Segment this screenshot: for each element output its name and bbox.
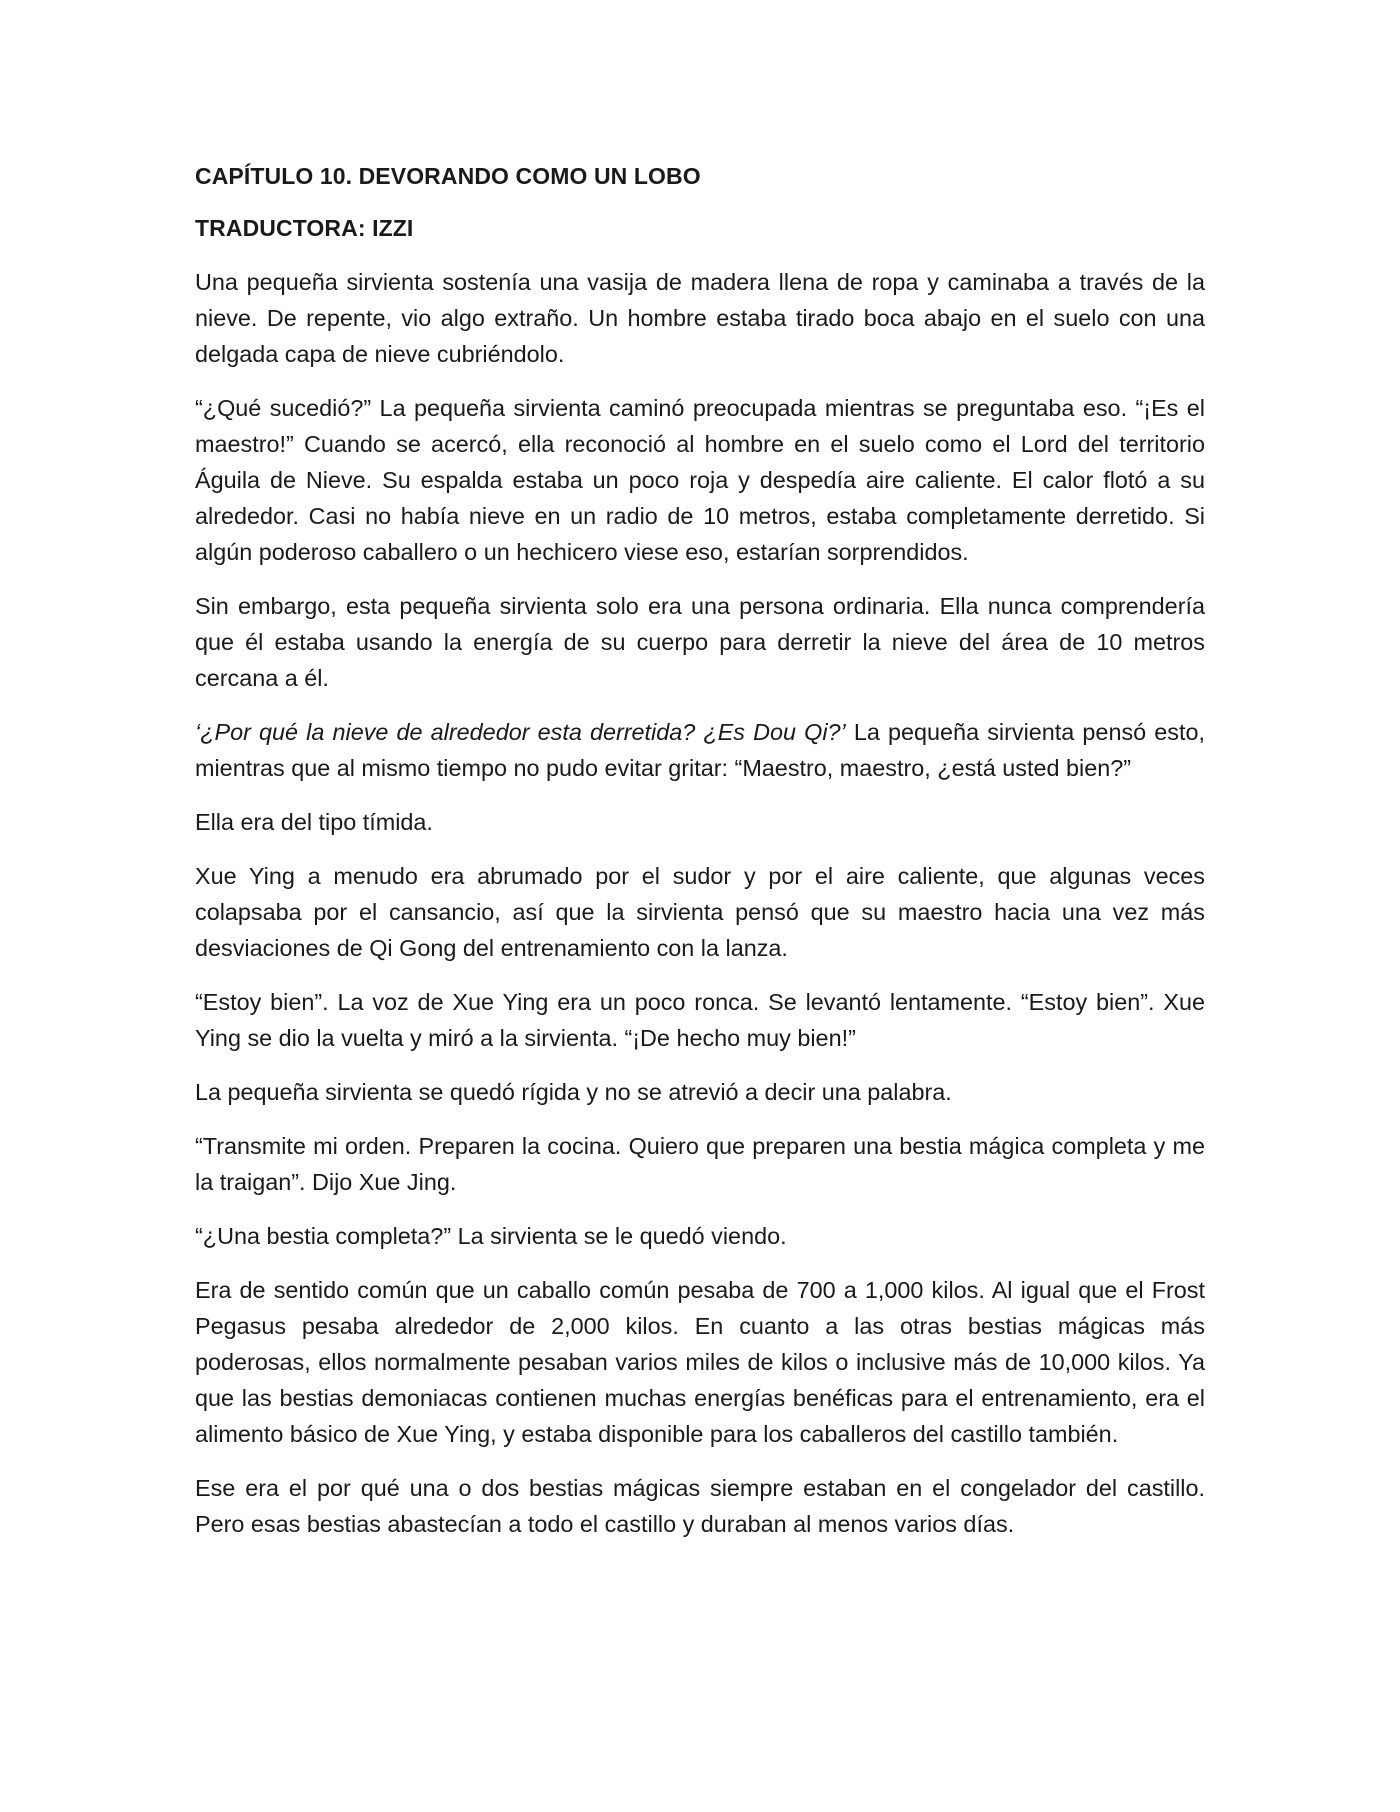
italic-thought: ‘¿Por qué la nieve de alrededor esta derretida? ¿Es Dou Qi?’ [195,719,846,745]
paragraph: Ella era del tipo tímida. [195,809,433,835]
paragraph: La pequeña sirvienta se quedó rígida y no se atrevió a decir una palabra. [195,1079,952,1105]
document-page [195,160,1205,1560]
paragraph [195,714,1205,786]
paragraph: “Transmite mi orden. Preparen la cocina. Quiero que preparen una bestia mágica completa y me la traigan”. Dijo Xue Jing. [195,1133,1205,1195]
paragraph: Xue Ying a menudo era abrumado por el sudor y por el aire caliente, que algunas veces colapsaba por el cansancio, así que la sirvienta pensó que su maestro hacia una vez más desviaciones de Qi Gong del entrenamiento con la lanza. [195,863,1205,961]
chapter-title: CAPÍTULO 10. DEVORANDO COMO UN LOBO [195,163,701,189]
paragraph: Una pequeña sirvienta sostenía una vasija de madera llena de ropa y caminaba a través de la nieve. De repente, vio algo extraño. Un hombre estaba tirado boca abajo en el suelo con una delgada capa de nieve cubriéndolo. [195,269,1205,367]
paragraph: “¿Una bestia completa?” La sirvienta se le quedó viendo. [195,1223,787,1249]
paragraph: “¿Qué sucedió?” La pequeña sirvienta caminó preocupada mientras se preguntaba eso. “¡Es el maestro!” Cuando se acercó, ella reconoció al hombre en el suelo como el Lord del territorio Águila de Nieve. Su espalda estaba un poco roja y despedía aire caliente. El calor flotó a su alrededor. Casi no había nieve en un radio de 10 metros, estaba completamente derretido. Si algún poderoso caballero o un hechicero viese eso, estarían sorprendidos. [195,395,1205,565]
paragraph: Era de sentido común que un caballo común pesaba de 700 a 1,000 kilos. Al igual que el Frost Pegasus pesaba alrededor de 2,000 kilos. En cuanto a las otras bestias mágicas más poderosas, ellos normalmente pesaban varios miles de kilos o inclusive más de 10,000 kilos. Ya que las bestias demoniacas contienen muchas energías benéficas para el entrenamiento, era el alimento básico de Xue Ying, y estaba disponible para los caballeros del castillo también. [195,1277,1205,1447]
paragraph: Ese era el por qué una o dos bestias mágicas siempre estaban en el congelador del castillo. Pero esas bestias abastecían a todo el castillo y duraban al menos varios días. [195,1475,1205,1537]
paragraph: Sin embargo, esta pequeña sirvienta solo era una persona ordinaria. Ella nunca comprendería que él estaba usando la energía de su cuerpo para derretir la nieve del área de 10 metros cercana a él. [195,593,1205,691]
paragraph: “Estoy bien”. La voz de Xue Ying era un poco ronca. Se levantó lentamente. “Estoy bien”. Xue Ying se dio la vuelta y miró a la sirvienta. “¡De hecho muy bien!” [195,989,1205,1051]
translator-credit: TRADUCTORA: IZZI [195,215,414,241]
paragraph-text: La pequeña sirvienta pensó esto, mientras que al mismo tiempo no pudo evitar gritar: “Maestro, maestro, ¿está usted bien?” [195,719,1205,781]
